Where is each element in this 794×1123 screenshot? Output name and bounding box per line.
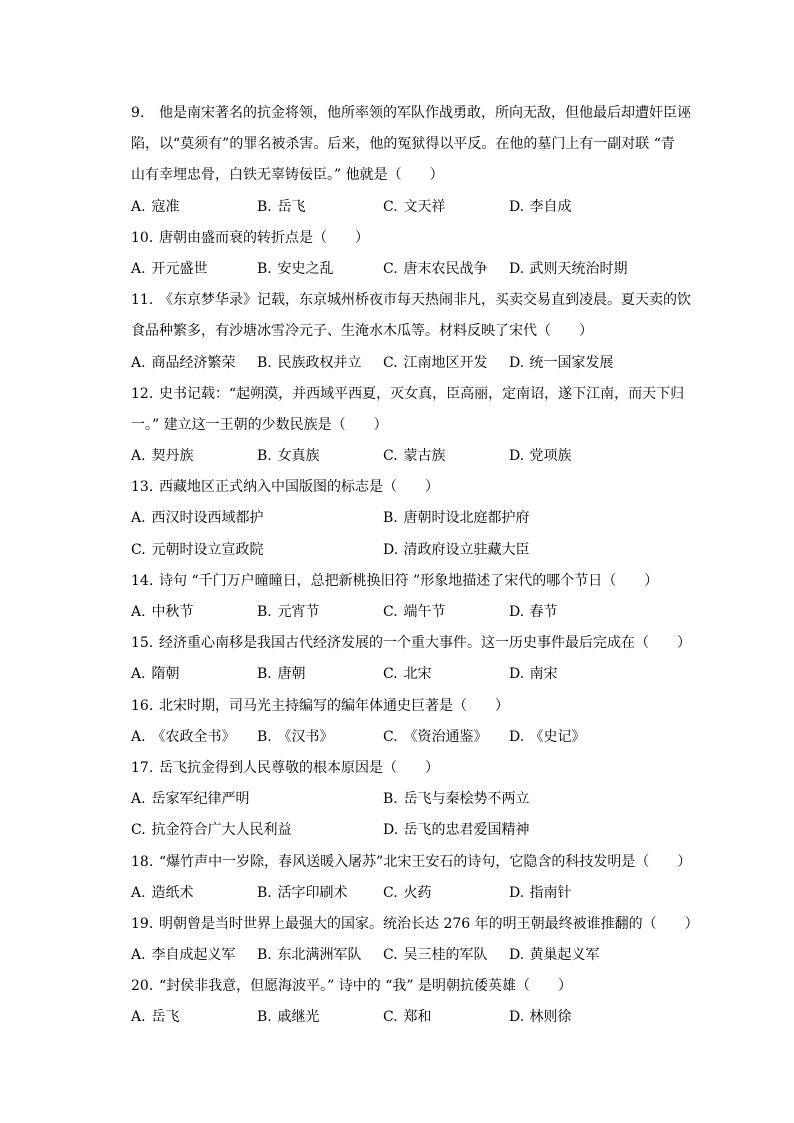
option-b [257,878,383,909]
option-label: B. [257,666,272,683]
question-number: 14. [131,572,154,589]
option-d [509,192,635,223]
option-c [383,722,509,753]
option-text: 元宵节 [277,604,320,620]
option-text: 党项族 [529,448,572,465]
option-text: 清政府设立驻藏大臣 [403,541,530,558]
question-number: 20. [131,978,154,995]
option-c [383,192,509,223]
option-text: 端午节 [403,604,446,620]
question-number: 17. [131,759,154,776]
option-d [509,1002,635,1033]
option-text: 《汉书》 [277,728,334,745]
question-number: 19. [131,915,154,932]
option-a [131,597,257,628]
question-stem-text: 唐朝由盛而衰的转折点是（ ） [159,229,369,246]
option-b [257,192,383,223]
option-a [131,878,257,909]
option-label: A. [131,260,146,277]
question-stem-line [131,472,704,503]
option-text: 唐朝时设北庭都护府 [403,510,530,527]
question-stem-line [131,410,704,441]
options-row [131,597,704,628]
option-label: A. [131,354,146,371]
option-text: 女真族 [277,448,320,465]
question-stem-line [131,628,704,659]
option-label: C. [383,354,398,371]
option-text: 东北满洲军队 [277,947,362,964]
question-stem-line [131,566,704,597]
options-row [131,1002,704,1033]
option-a [131,192,257,223]
question-15 [131,628,704,690]
question-stem-line [131,909,704,940]
option-label: B. [257,947,272,964]
option-text: 抗金符合广大人民利益 [151,822,292,839]
option-label: B. [257,448,272,465]
question-stem-line [131,691,704,722]
option-text: 《农政全书》 [151,728,236,745]
option-b [257,597,383,628]
options-row [131,659,704,690]
option-text: 指南针 [529,884,572,901]
option-label: C. [383,884,398,901]
option-label: D. [509,260,525,277]
option-label: A. [131,666,146,683]
question-stem-line [131,160,704,191]
question-stem-line [131,753,704,784]
question-18 [131,847,704,909]
option-label: B. [257,354,272,371]
option-label: B. [257,728,272,745]
option-label: C. [383,1009,398,1026]
option-text: 寇准 [151,198,180,215]
question-number: 9. [131,105,145,121]
question-number: 11. [131,292,154,309]
option-text: 元朝时设立宣政院 [151,541,264,558]
option-label: A. [131,448,146,465]
question-stem-text: 食品种繁多，有沙塘冰雪冷元子、生淹水木瓜等。材料反映了宋代（ ） [131,323,593,340]
question-stem-text: 他是南宋著名的抗金将领，他所率领的军队作战勇敢，所向无敌，但他最后却遭奸臣诬 [159,105,691,121]
option-text: 统一国家发展 [529,354,614,371]
question-stem-text: 诗句 “千门万户曈曈日，总把新桃换旧符 ”形象地描述了宋代的哪个节日（ ） [159,572,659,589]
option-text: 中秋节 [151,604,194,620]
option-label: C. [383,728,398,745]
options-row [131,441,704,472]
option-text: 郑和 [403,1009,432,1026]
option-text: 江南地区开发 [403,354,488,371]
option-label: B. [257,884,272,901]
options-row [131,784,704,815]
option-b [257,940,383,971]
option-b [383,784,635,815]
question-stem-text: 西藏地区正式纳入中国版图的标志是（ ） [159,479,439,496]
option-d [509,722,635,753]
option-a [131,784,383,815]
option-a [131,441,257,472]
option-label: A. [131,198,146,215]
question-20 [131,971,704,1033]
option-label: B. [257,198,272,215]
options-row [131,192,704,223]
option-text: 唐末农民战争 [403,260,488,277]
option-text: 武则天统治时期 [529,260,628,277]
option-c [383,441,509,472]
option-b [257,722,383,753]
option-text: 隋朝 [151,666,180,683]
option-text: 唐朝 [277,666,306,683]
option-d [509,878,635,909]
question-number: 13. [131,479,154,496]
option-d [383,815,635,846]
option-a [131,659,257,690]
option-text: 造纸术 [151,884,194,901]
option-b [383,503,635,534]
question-number: 16. [131,697,154,714]
option-b [257,1002,383,1033]
options-row [131,535,704,566]
option-label: D. [509,354,525,371]
option-text: 吴三桂的军队 [403,947,488,964]
option-label: A. [131,510,146,527]
question-stem-line [131,971,704,1002]
option-text: 西汉时设西域都护 [151,510,264,527]
question-stem-line [131,223,704,254]
option-label: D. [509,448,525,465]
option-text: 黄巢起义军 [529,947,600,964]
option-label: C. [383,260,398,277]
option-label: B. [383,791,398,808]
option-label: C. [383,198,398,215]
question-12 [131,379,704,473]
options-row [131,815,704,846]
option-c [383,348,509,379]
option-b [257,254,383,285]
option-a [131,503,383,534]
option-a [131,940,257,971]
option-label: B. [383,510,398,527]
option-label: C. [383,448,398,465]
option-label: C. [383,666,398,683]
option-text: 戚继光 [277,1009,320,1026]
option-a [131,722,257,753]
option-c [383,659,509,690]
question-stem-line [131,285,704,316]
question-9 [131,98,704,223]
question-stem-text: 《东京梦华录》记载，东京城州桥夜市每天热闹非凡，买卖交易直到凌晨。夏天卖的饮 [159,292,691,309]
option-label: A. [131,884,146,901]
option-text: 北宋 [403,666,432,683]
option-label: D. [509,947,525,964]
question-19 [131,909,704,971]
option-text: 南宋 [529,666,558,683]
option-label: D. [509,666,525,683]
question-number: 12. [131,385,154,402]
option-a [131,1002,257,1033]
option-label: D. [509,884,525,901]
options-row [131,348,704,379]
option-d [509,659,635,690]
option-text: 岳家军纪律严明 [151,791,250,808]
option-text: 岳飞 [277,198,306,215]
options-row [131,878,704,909]
options-row [131,940,704,971]
option-text: 蒙古族 [403,448,446,465]
question-stem-text: 经济重心南移是我国古代经济发展的一个重大事件。这一历史事件最后完成在（ ） [159,635,691,652]
option-label: B. [257,1009,272,1026]
question-stem-text: 山有幸埋忠骨，白铁无辜铸佞臣。” 他就是（ ） [131,167,444,184]
option-label: D. [509,1009,525,1026]
option-b [257,441,383,472]
option-a [131,348,257,379]
option-c [383,878,509,909]
option-label: A. [131,947,146,964]
question-stem-text: 岳飞抗金得到人民尊敬的根本原因是（ ） [159,759,439,776]
option-label: A. [131,604,146,620]
option-label: B. [257,604,272,620]
option-c [383,1002,509,1033]
option-label: C. [383,947,398,964]
option-d [509,441,635,472]
question-stem-line [131,98,704,129]
option-text: 火药 [403,884,432,901]
option-text: 安史之乱 [277,260,334,277]
question-stem-text: “封侯非我意，但愿海波平。” 诗中的 “我” 是明朝抗倭英雄（ ） [159,978,572,995]
options-row [131,722,704,753]
question-stem-line [131,129,704,160]
option-text: 岳飞的忠君爱国精神 [403,822,530,839]
option-text: 林则徐 [529,1009,572,1026]
question-stem-text: “爆竹声中一岁除，春风送暖入屠苏”北宋王安石的诗句，它隐含的科技发明是（ ） [159,853,692,870]
question-17 [131,753,704,847]
question-11 [131,285,704,379]
option-b [257,348,383,379]
option-label: D. [509,604,525,620]
option-text: 李自成起义军 [151,947,236,964]
question-number: 18. [131,853,154,870]
question-stem-text: 明朝曾是当时世界上最强大的国家。统治长达 276 年的明王朝最终被谁推翻的（ ） [159,915,699,932]
option-b [257,659,383,690]
question-stem-line [131,379,704,410]
question-stem-line [131,316,704,347]
question-13 [131,472,704,566]
option-label: D. [383,822,399,839]
option-label: B. [257,260,272,277]
option-text: 《史记》 [529,728,586,745]
option-label: A. [131,728,146,745]
option-text: 文天祥 [403,198,446,215]
option-label: C. [131,822,146,839]
question-number: 15. [131,635,154,652]
question-stem-text: 北宋时期，司马光主持编写的编年体通史巨著是（ ） [159,697,509,714]
option-d [509,254,635,285]
option-d [509,940,635,971]
option-text: 岳飞与秦桧势不两立 [403,791,530,808]
options-row [131,503,704,534]
question-stem-text: 陷，以“莫须有”的罪名被杀害。后来，他的冤狱得以平反。在他的墓门上有一副对联 “青 [131,136,675,153]
option-c [383,597,509,628]
question-stem-text: 一。” 建立这一王朝的少数民族是（ ） [131,416,388,433]
question-stem-line [131,847,704,878]
option-text: 李自成 [529,198,572,215]
option-label: C. [383,604,398,620]
options-row [131,254,704,285]
question-number: 10. [131,229,154,246]
question-16 [131,691,704,753]
option-text: 商品经济繁荣 [151,354,236,371]
option-c [383,940,509,971]
question-14 [131,566,704,628]
option-a [131,254,257,285]
option-text: 活字印刷术 [277,884,348,901]
option-d [509,348,635,379]
option-text: 春节 [529,604,558,620]
option-label: D. [383,541,399,558]
option-c [131,535,383,566]
option-text: 民族政权并立 [277,354,362,371]
option-label: A. [131,791,146,808]
option-label: D. [509,728,525,745]
option-label: D. [509,198,525,215]
option-c [131,815,383,846]
option-c [383,254,509,285]
option-d [383,535,635,566]
option-text: 岳飞 [151,1009,180,1026]
option-text: 开元盛世 [151,260,208,277]
question-stem-text: 史书记载：“起朔漠，并西域平西夏，灭女真，臣高丽，定南诏，遂下江南，而天下归 [159,385,685,402]
option-label: A. [131,1009,146,1026]
option-d [509,597,635,628]
option-label: C. [131,541,146,558]
option-text: 《资治通鉴》 [403,728,488,745]
question-10 [131,223,704,285]
option-text: 契丹族 [151,448,194,465]
